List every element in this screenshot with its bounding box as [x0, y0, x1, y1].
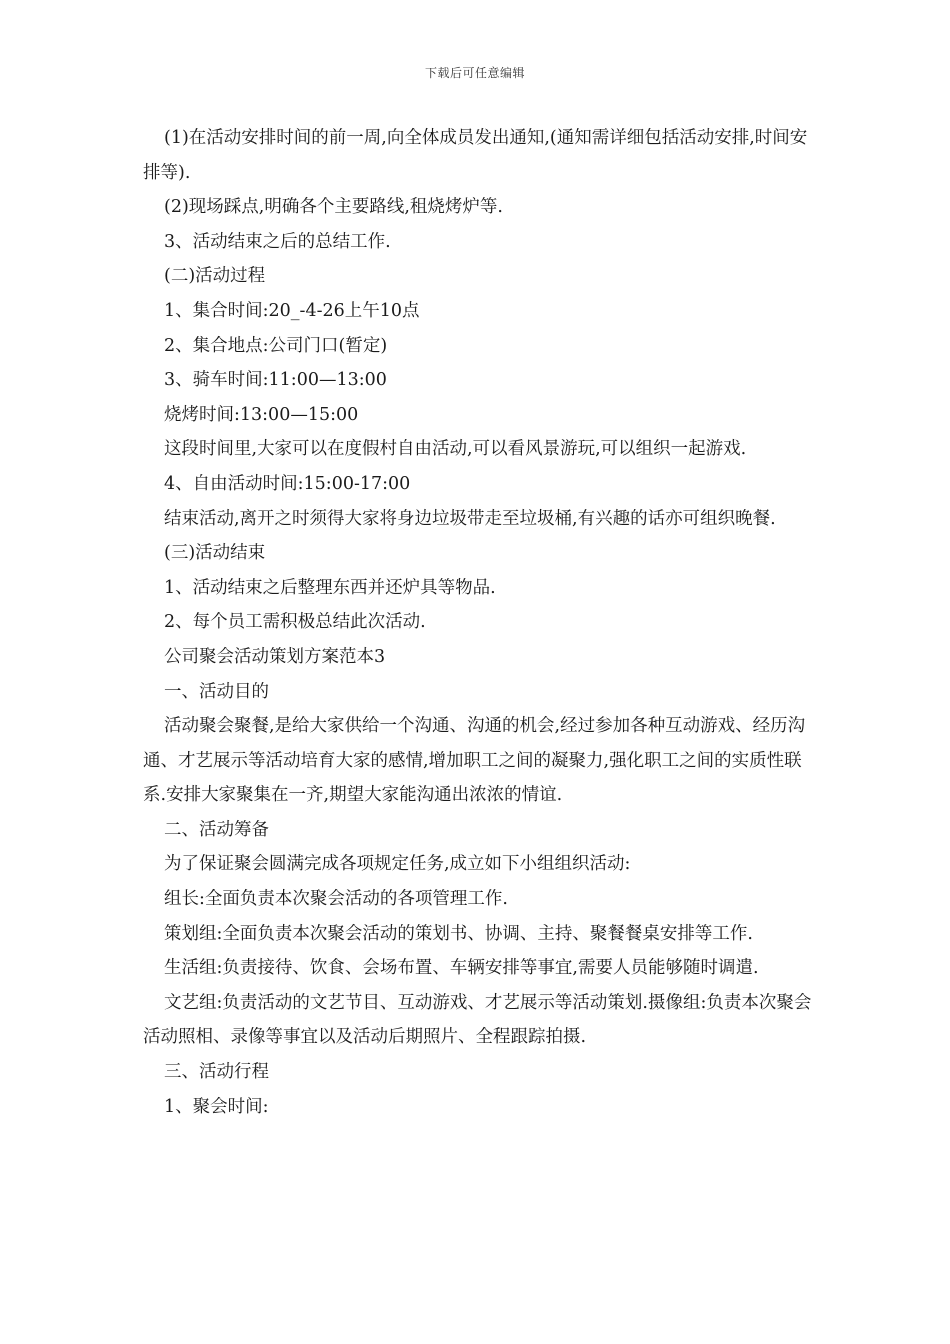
paragraph-site-survey: (2)现场踩点,明确各个主要路线,租烧烤炉等. — [164, 197, 503, 218]
paragraph-end-activity: 结束活动,离开之时须得大家将身边垃圾带走至垃圾桶,有兴趣的话亦可组织晚餐. — [164, 508, 776, 529]
paragraph-team-leader: 组长:全面负责本次聚会活动的各项管理工作. — [164, 889, 508, 910]
paragraph-employee-summary: 2、每个员工需积极总结此次活动. — [164, 612, 426, 633]
paragraph-ride-time: 3、骑车时间:11:00—13:00 — [164, 370, 387, 391]
section-heading-preparation: 二、活动筹备 — [164, 819, 269, 840]
paragraph-bbq-time: 烧烤时间:13:00—15:00 — [164, 404, 359, 425]
section-heading-end: (三)活动结束 — [164, 543, 266, 564]
paragraph-gather-place: 2、集合地点:公司门口(暂定) — [164, 335, 388, 356]
paragraph-planning-group: 策划组:全面负责本次聚会活动的策划书、协调、主持、聚餐餐桌安排等工作. — [164, 923, 753, 944]
paragraph-notice: (1)在活动安排时间的前一周,向全体成员发出通知,(通知需详细包括活动安排,时间安排等). — [143, 128, 808, 183]
paragraph-summary-work: 3、活动结束之后的总结工作. — [164, 231, 391, 252]
document-body — [143, 121, 823, 1124]
section-heading-itinerary: 三、活动行程 — [164, 1062, 269, 1083]
section-heading-process: (二)活动过程 — [164, 266, 266, 287]
paragraph-free-activity-desc: 这段时间里,大家可以在度假村自由活动,可以看风景游玩,可以组织一起游戏. — [164, 439, 747, 460]
paragraph-arts-group: 文艺组:负责活动的文艺节目、互动游戏、才艺展示等活动策划.摄像组:负责本次聚会活动照相、录像等事宜以及活动后期照片、全程跟踪拍摄. — [143, 992, 812, 1048]
paragraph-gather-time: 1、集合时间:20_-4-26上午10点 — [164, 300, 420, 321]
page-header: 下载后可任意编辑 — [424, 66, 525, 80]
paragraph-purpose: 活动聚会聚餐,是给大家供给一个沟通、沟通的机会,经过参加各种互动游戏、经历沟通、才艺展示等活动培育大家的感情,增加职工之间的凝聚力,强化职工之间的实质性联系.安排大家聚集在一齐,期望大家能沟通出浓浓的情谊. — [143, 716, 806, 806]
section-heading-purpose: 一、活动目的 — [164, 681, 269, 702]
paragraph-party-time: 1、聚会时间: — [164, 1096, 269, 1117]
paragraph-preparation-intro: 为了保证聚会圆满完成各项规定任务,成立如下小组组织活动: — [164, 854, 631, 875]
paragraph-life-group: 生活组:负责接待、饮食、会场布置、车辆安排等事宜,需要人员能够随时调遣. — [164, 958, 759, 979]
paragraph-free-activity-time: 4、自由活动时间:15:00-17:00 — [164, 473, 411, 494]
document-section-title: 公司聚会活动策划方案范本3 — [164, 646, 386, 667]
paragraph-cleanup: 1、活动结束之后整理东西并还炉具等物品. — [164, 577, 496, 598]
